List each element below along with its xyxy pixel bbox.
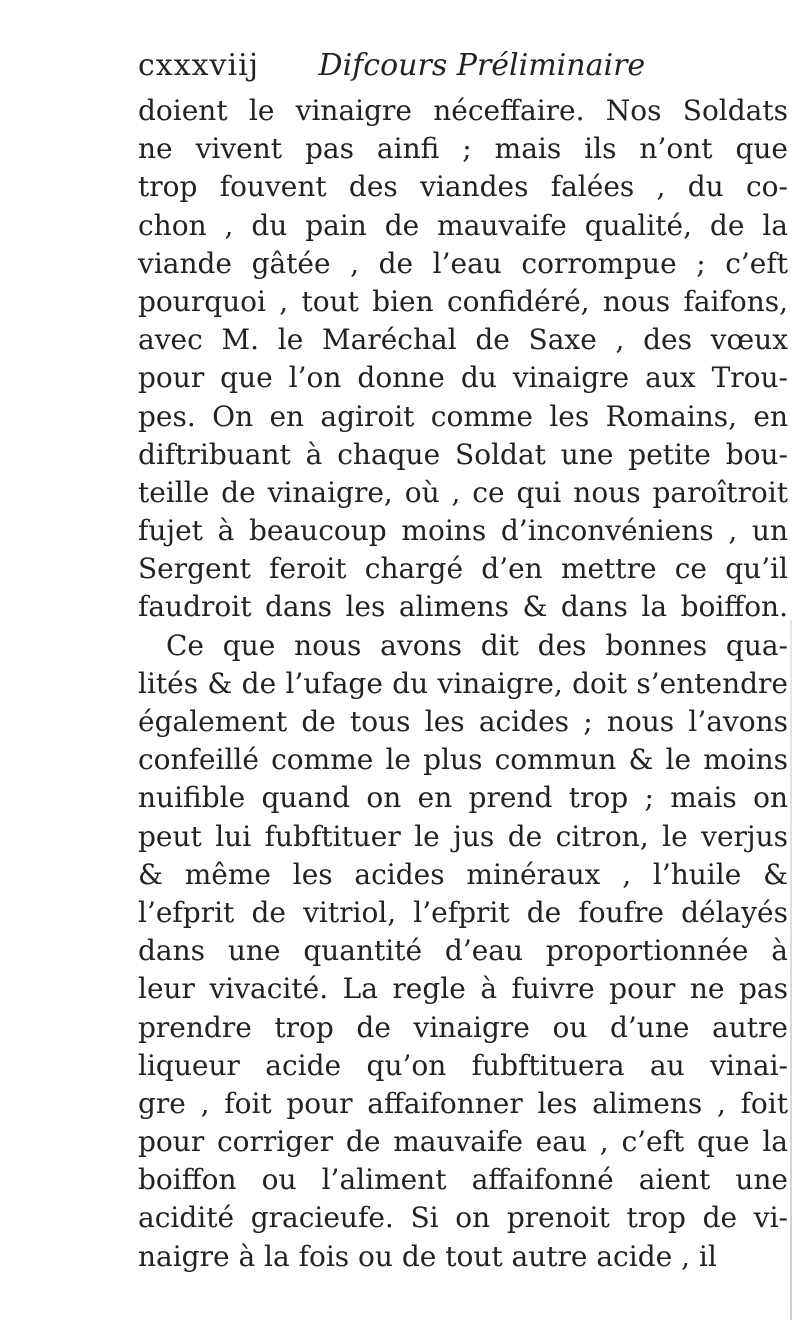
text-line: également de tous les acides ; nous l’avons: [138, 705, 788, 738]
text-line: doient le vinaigre néceffaire. Nos Soldats: [138, 94, 788, 127]
text-line: fujet à beaucoup moins d’inconvéniens , un: [138, 514, 788, 548]
text-line: confeillé comme le plus commun & le moins: [138, 743, 788, 777]
text-line: pes. On en agiroit comme les Romains, en: [138, 399, 788, 433]
text-line: chon , du pain de mauvaife qualité, de la: [138, 208, 788, 242]
running-title: Difcours Préliminaire: [318, 48, 646, 83]
text-line: boiffon ou l’aliment affaifonné aient une: [138, 1163, 788, 1197]
text-line: trop fouvent des viandes falées , du co-: [138, 170, 788, 204]
text-line: l’efprit de vitriol, l’efprit de foufre délayés: [138, 895, 788, 929]
text-line: & même les acides minéraux , l’huile &: [138, 857, 788, 891]
text-line: diftribuant à chaque Soldat une petite bou-: [138, 437, 788, 471]
text-line: prendre trop de vinaigre ou d’une autre: [138, 1010, 788, 1044]
text-line: ne vivent pas ainfi ; mais ils n’ont que: [138, 132, 788, 166]
text-line: Sergent feroit chargé d’en mettre ce qu’il: [138, 552, 788, 586]
text-line: pour corriger de mauvaife eau , c’eft que la: [138, 1125, 788, 1159]
running-head: [138, 46, 778, 86]
text-line: gre , foit pour affaifonner les alimens , foit: [138, 1086, 788, 1120]
page-edge-shadow: [790, 620, 792, 1320]
text-line: naigre à la fois ou de tout autre acide , il: [138, 1239, 717, 1273]
text-line: dans une quantité d’eau proportionnée à: [138, 934, 788, 968]
text-line: leur vivacité. La regle à fuivre pour ne pas: [138, 972, 788, 1006]
text-line: pourquoi , tout bien confidéré, nous faifons,: [138, 284, 788, 318]
text-line: avec M. le Maréchal de Saxe , des vœux: [138, 323, 788, 357]
text-line: Ce que nous avons dit des bonnes qua-: [166, 628, 788, 662]
text-line: peut lui fubftituer le jus de citron, le verjus: [138, 819, 788, 853]
text-line: acidité gracieufe. Si on prenoit trop de vi-: [138, 1201, 788, 1235]
text-line: liqueur acide qu’on fubftituera au vinai-: [138, 1048, 788, 1082]
text-line: faudroit dans les alimens & dans la boiffon.: [138, 590, 788, 624]
text-line: pour que l’on donne du vinaigre aux Trou-: [138, 361, 788, 395]
text-line: viande gâtée , de l’eau corrompue ; c’eft: [138, 246, 788, 280]
text-line: lités & de l’ufage du vinaigre, doit s’entendre: [138, 666, 788, 700]
body-text: [138, 92, 788, 1276]
text-line: nuifible quand on en prend trop ; mais on: [138, 781, 788, 815]
page-number: cxxxviij: [138, 48, 259, 83]
text-line: teille de vinaigre, où , ce qui nous paroîtroit: [138, 475, 788, 509]
